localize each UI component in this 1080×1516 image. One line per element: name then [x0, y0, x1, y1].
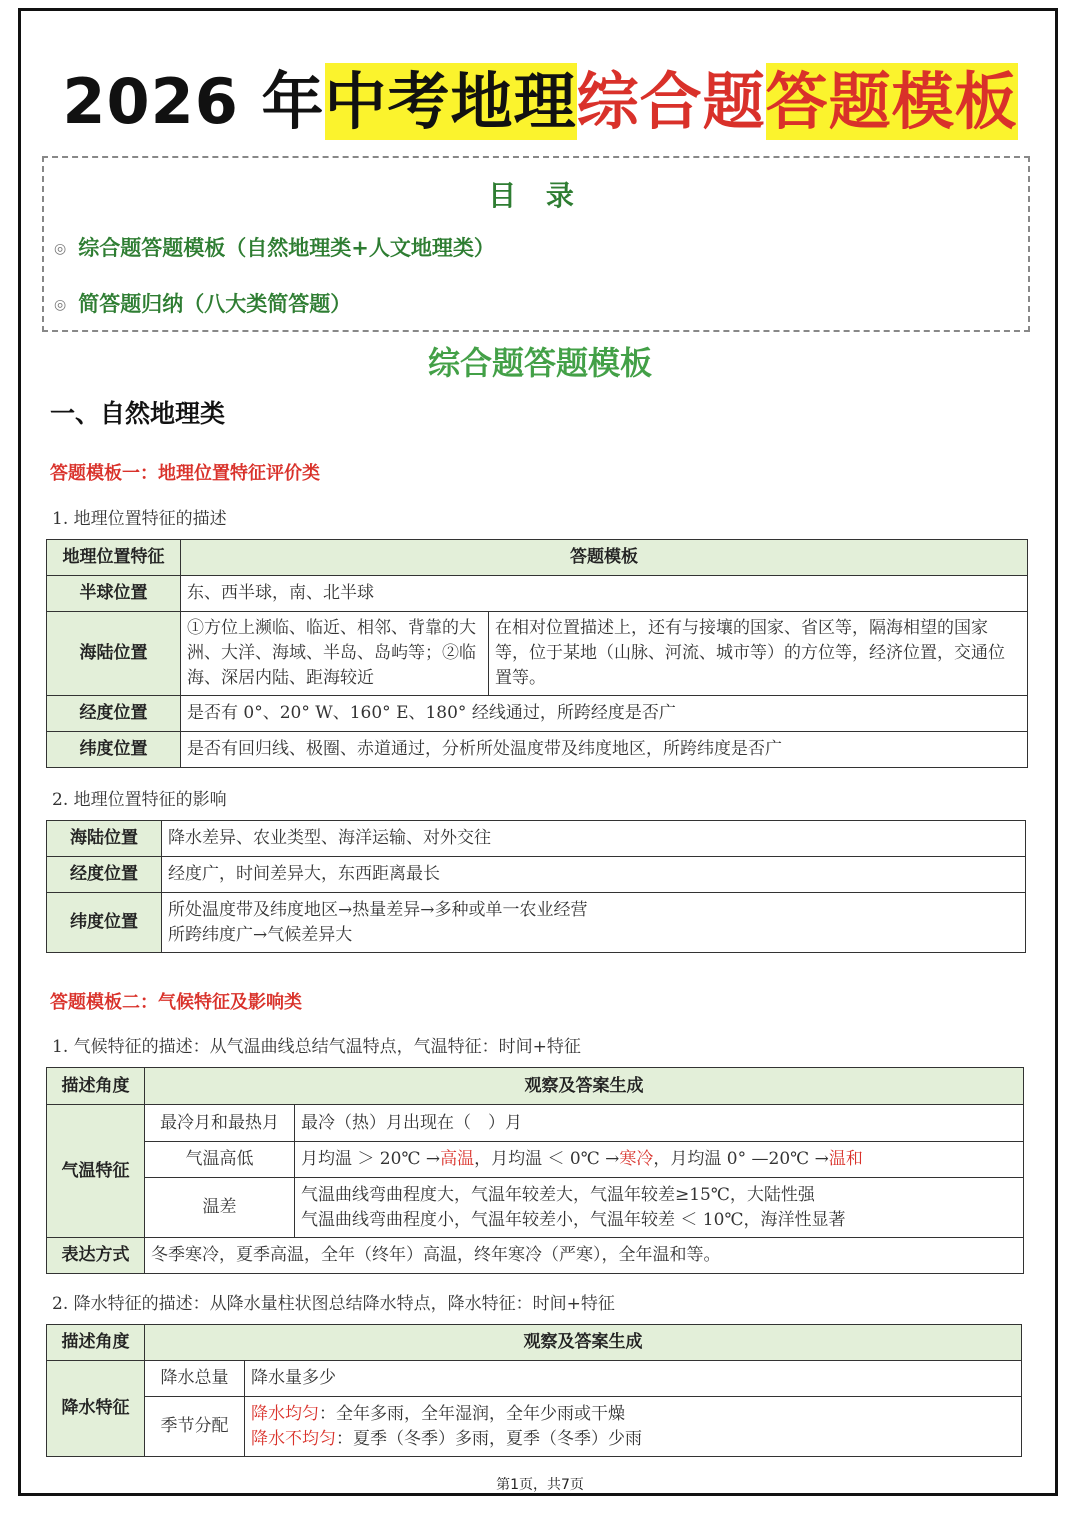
row-label: 海陆位置	[47, 821, 162, 857]
subheading-temperature: 1. 气候特征的描述：从气温曲线总结气温特点，气温特征：时间+特征	[52, 1037, 581, 1057]
row-label: 温差	[145, 1178, 295, 1238]
temperature-table	[46, 1067, 1024, 1274]
table-row	[47, 857, 1026, 893]
template-two-heading: 答题模板二：气候特征及影响类	[50, 992, 302, 1013]
table-cell: ①方位上濒临、临近、相邻、背靠的大洲、大洋、海域、半岛、岛屿等；②临海、深居内陆、距海较近	[181, 612, 489, 696]
column-header: 描述角度	[47, 1068, 145, 1105]
title-highlight-exam: 中考地理	[324, 65, 577, 138]
cell-text: ，月均温 ＜ 0℃ →	[474, 1149, 620, 1169]
heading-natural-geography: 一、自然地理类	[50, 399, 226, 428]
table-cell	[295, 1178, 1024, 1238]
highlight-text: 高温	[440, 1149, 475, 1169]
section-title: 综合题答题模板	[427, 344, 652, 382]
table-row	[47, 1142, 1024, 1178]
title-comprehensive: 综合题	[576, 65, 766, 138]
cell-line	[251, 1427, 1015, 1452]
row-label: 半球位置	[47, 576, 181, 612]
subheading-location-impact: 2. 地理位置特征的影响	[52, 790, 227, 810]
column-header: 答题模板	[181, 540, 1028, 576]
row-label: 海陆位置	[47, 612, 181, 696]
table-cell	[295, 1142, 1024, 1178]
row-group-label: 气温特征	[47, 1105, 145, 1238]
table-cell: 降水量多少	[245, 1361, 1022, 1397]
row-label: 最冷月和最热月	[145, 1105, 295, 1142]
highlight-text: 降水不均匀	[251, 1428, 336, 1449]
row-label: 降水总量	[145, 1361, 245, 1397]
toc-item[interactable]	[54, 288, 351, 318]
cell-line: 气温曲线弯曲程度小，气温年较差小，气温年较差 ＜ 10℃，海洋性显著	[301, 1209, 846, 1230]
table-row	[47, 893, 1026, 953]
page-footer: 第1页，共7页	[496, 1477, 584, 1493]
highlight-text: 温和	[828, 1149, 863, 1169]
table-row	[47, 1397, 1022, 1457]
cell-line	[251, 1402, 1015, 1427]
table-row	[47, 576, 1028, 612]
row-label: 经度位置	[47, 696, 181, 732]
column-header: 描述角度	[47, 1325, 145, 1361]
table-cell	[245, 1397, 1022, 1457]
table-cell: 冬季寒冷，夏季高温，全年（终年）高温，终年寒冷（严寒），全年温和等。	[145, 1238, 1024, 1274]
column-header: 观察及答案生成	[145, 1325, 1022, 1361]
table-cell: 是否有回归线、极圈、赤道通过，分析所处温度带及纬度地区，所跨纬度是否广	[181, 732, 1028, 768]
subheading-precipitation: 2. 降水特征的描述：从降水量柱状图总结降水特点，降水特征：时间+特征	[52, 1294, 615, 1314]
table-row	[47, 1361, 1022, 1397]
table-cell: 在相对位置描述上，还有与接壤的国家、省区等，隔海相望的国家等，位于某地（山脉、河流、城市等）的方位等，经济位置，交通位置等。	[489, 612, 1028, 696]
toc-item[interactable]	[54, 232, 495, 262]
location-description-table	[46, 539, 1028, 768]
table-cell: 经度广，时间差异大，东西距离最长	[162, 857, 1026, 893]
table-row	[47, 821, 1026, 857]
bullet-icon: ◎	[54, 241, 67, 257]
cell-text: ，月均温 0° —20℃ →	[653, 1149, 829, 1169]
table-row	[47, 1105, 1024, 1142]
row-label: 纬度位置	[47, 732, 181, 768]
column-header: 观察及答案生成	[145, 1068, 1024, 1105]
toc-item-label: 综合题答题模板（自然地理类+人文地理类）	[78, 236, 495, 260]
row-label: 经度位置	[47, 857, 162, 893]
table-cell: 是否有 0°、20° W、160° E、180° 经线通过，所跨经度是否广	[181, 696, 1028, 732]
row-label: 表达方式	[47, 1238, 145, 1274]
cell-line: 所跨纬度广→气候差异大	[168, 924, 353, 945]
table-header-row	[47, 540, 1028, 576]
template-one-heading: 答题模板一：地理位置特征评价类	[50, 463, 320, 484]
table-cell: 降水差异、农业类型、海洋运输、对外交往	[162, 821, 1026, 857]
table-of-contents	[42, 156, 1030, 332]
row-group-label: 降水特征	[47, 1361, 145, 1457]
precipitation-table	[46, 1324, 1022, 1457]
title-year: 2026 年	[62, 65, 325, 138]
table-row	[47, 612, 1028, 696]
cell-text: ：夏季（冬季）多雨，夏季（冬季）少雨	[336, 1428, 642, 1449]
highlight-text: 降水均匀	[251, 1403, 319, 1424]
table-cell: 东、西半球，南、北半球	[181, 576, 1028, 612]
table-row	[47, 1238, 1024, 1274]
toc-item-label: 简答题归纳（八大类简答题）	[78, 292, 352, 316]
table-cell	[162, 893, 1026, 953]
row-label: 纬度位置	[47, 893, 162, 953]
subheading-location-description: 1. 地理位置特征的描述	[52, 509, 227, 529]
cell-line: 气温曲线弯曲程度大，气温年较差大，气温年较差≥15℃，大陆性强	[301, 1184, 815, 1205]
row-label: 季节分配	[145, 1397, 245, 1457]
toc-heading: 目 录	[488, 179, 584, 212]
table-cell: 最冷（热）月出现在（ ）月	[295, 1105, 1024, 1142]
table-row	[47, 696, 1028, 732]
table-header-row	[47, 1068, 1024, 1105]
document-title	[0, 52, 1080, 141]
row-label: 气温高低	[145, 1142, 295, 1178]
table-header-row	[47, 1325, 1022, 1361]
highlight-text: 寒冷	[619, 1149, 654, 1169]
table-row	[47, 1178, 1024, 1238]
cell-text: 月均温 ＞ 20℃ →	[301, 1149, 441, 1169]
column-header: 地理位置特征	[47, 540, 181, 576]
table-row	[47, 732, 1028, 768]
location-impact-table	[46, 820, 1026, 953]
cell-text: ：全年多雨，全年湿润，全年少雨或干燥	[319, 1403, 625, 1424]
title-highlight-template: 答题模板	[765, 65, 1018, 138]
bullet-icon: ◎	[54, 297, 67, 313]
cell-line: 所处温度带及纬度地区→热量差异→多种或单一农业经营	[168, 899, 588, 920]
